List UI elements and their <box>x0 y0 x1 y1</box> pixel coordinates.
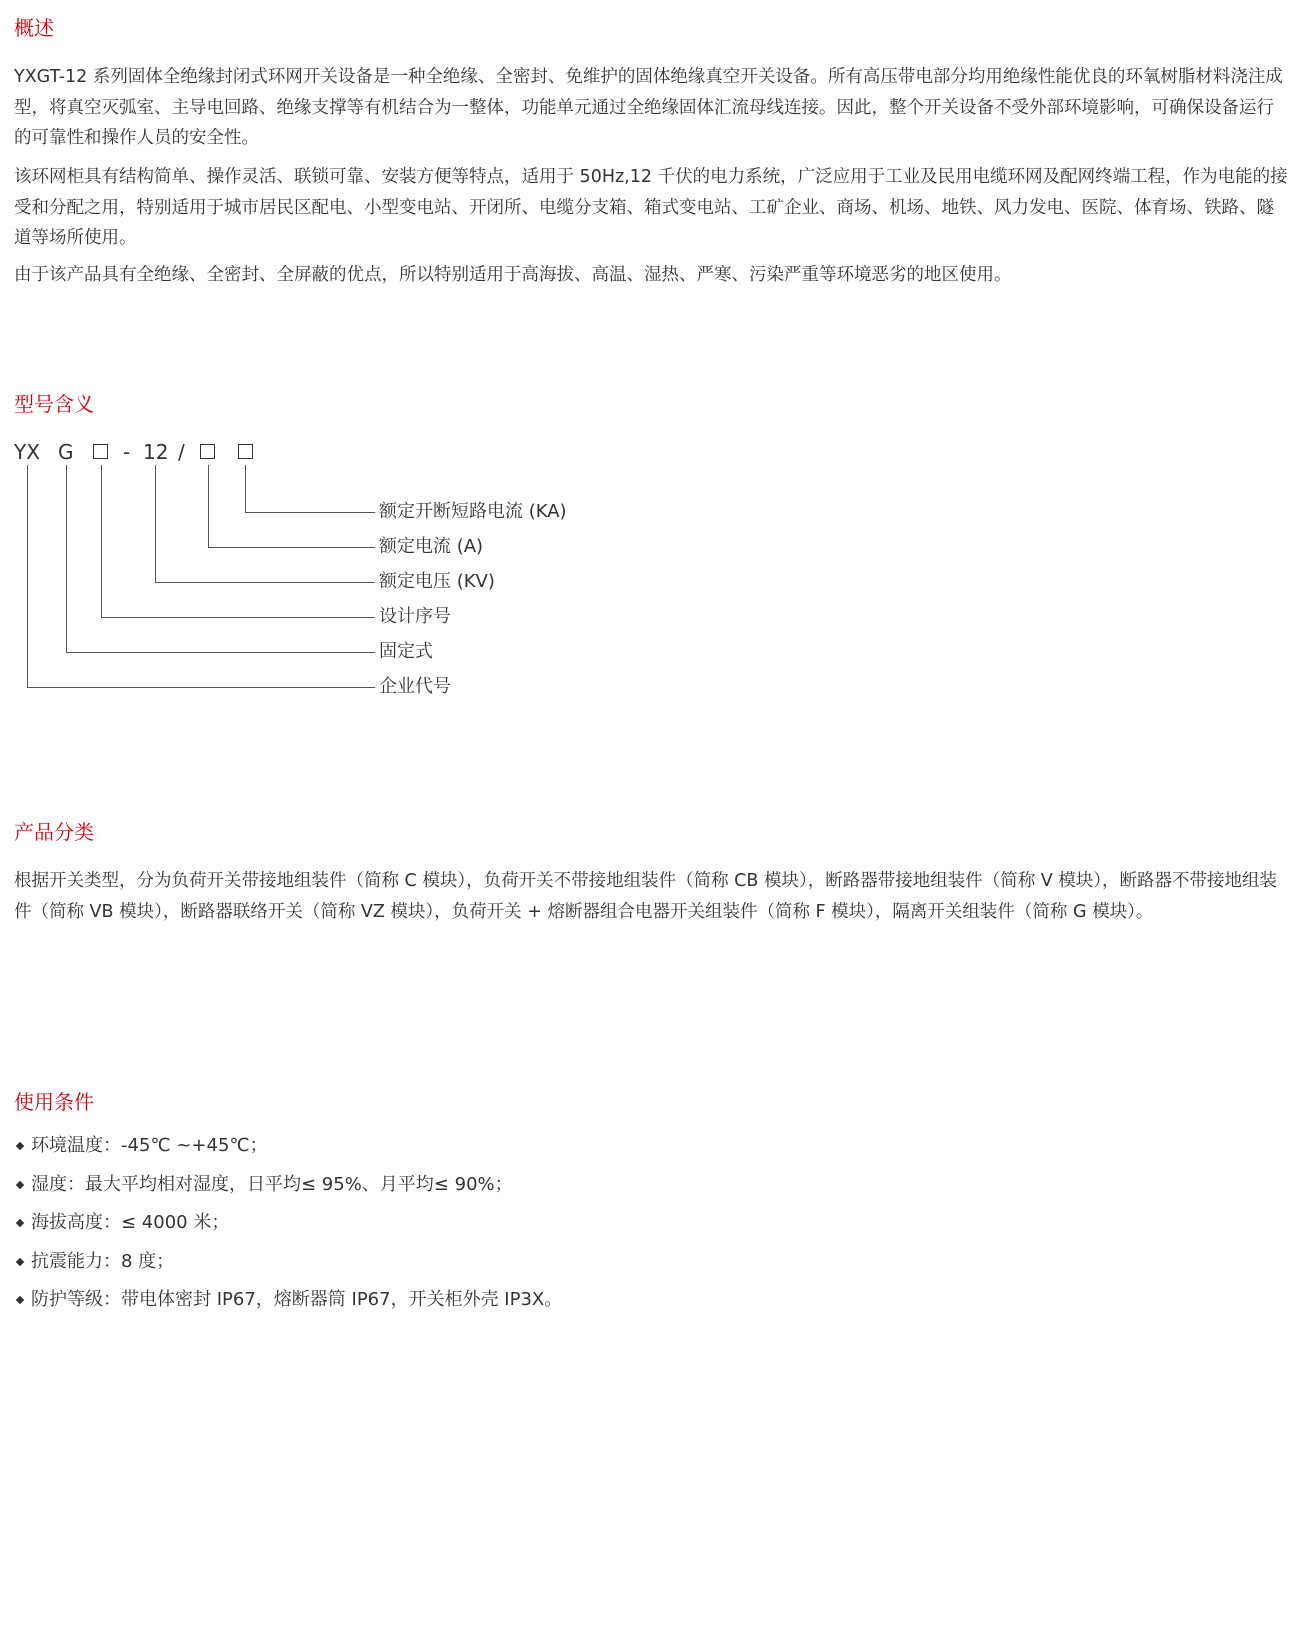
connector-hline-box1 <box>101 617 375 618</box>
connector-vline-box2 <box>208 465 209 547</box>
connector-hline-12 <box>155 582 375 583</box>
connector-vline-box1 <box>101 465 102 617</box>
condition-text: 海拔高度：≤ 4000 米； <box>31 1212 230 1233</box>
code-part-yx: YX <box>14 440 40 464</box>
condition-altitude <box>14 1204 562 1243</box>
overview-title: 概述 <box>14 16 54 40</box>
connector-hline-g <box>66 652 375 653</box>
connector-vline-box3 <box>245 465 246 512</box>
connector-vline-12 <box>155 465 156 582</box>
code-part-g: G <box>58 440 74 464</box>
code-placeholder-box-3 <box>238 444 253 459</box>
diamond-bullet-icon <box>16 1181 24 1189</box>
classification-paragraph: 根据开关类型，分为负荷开关带接地组装件（简称 C 模块），负荷开关不带接地组装件（简称 CB 模块），断路器带接地组装件（简称 V 模块），断路器不带接地组装件（简称 VB 模块），断路器联络开关（简称 VZ 模块），负荷开关 + 熔断器组合电器开关组装件（简称 F 模块），隔离开关组装件（简称 G 模块）。 <box>14 871 1278 922</box>
classification-title: 产品分类 <box>14 820 94 844</box>
label-rated-breaking-current: 额定开断短路电流 (KA) <box>379 501 567 522</box>
model-code-diagram <box>0 0 700 720</box>
condition-text: 环境温度：-45℃ ~+45℃； <box>31 1135 268 1156</box>
condition-text: 抗震能力：8 度； <box>31 1250 175 1272</box>
connector-hline-box3 <box>245 512 375 513</box>
connector-vline-g <box>66 465 67 652</box>
connector-vline-yx <box>27 465 28 687</box>
diamond-bullet-icon <box>16 1296 24 1304</box>
condition-ambient-temperature <box>14 1127 562 1166</box>
condition-text: 防护等级：带电体密封 IP67，熔断器筒 IP67，开关柜外壳 IP3X。 <box>31 1289 563 1310</box>
code-part-slash: / <box>178 440 185 464</box>
connector-hline-box2 <box>208 547 375 548</box>
diamond-bullet-icon <box>16 1258 24 1266</box>
condition-humidity <box>14 1166 562 1205</box>
code-placeholder-box-1 <box>93 444 108 459</box>
conditions-list <box>14 1127 562 1320</box>
connector-hline-yx <box>27 687 375 688</box>
label-rated-voltage: 额定电压 (KV) <box>379 571 495 592</box>
condition-text: 湿度：最大平均相对湿度，日平均≤ 95%、月平均≤ 90%； <box>31 1173 513 1195</box>
condition-seismic <box>14 1243 562 1282</box>
code-part-12: 12 <box>143 440 169 464</box>
label-company-code: 企业代号 <box>379 676 451 697</box>
overview-paragraph-1: YXGT-12 系列固体全绝缘封闭式环网开关设备是一种全绝缘、全密封、免维护的固体绝缘真空开关设备。所有高压带电部分均用绝缘性能优良的环氧树脂材料浇注成型，将真空灭弧室、主导电回路、绝缘支撑等有机结合为一整体，功能单元通过全绝缘固体汇流母线连接。因此，整个开关设备不受外部环境影响，可确保设备运行的可靠性和操作人员的安全性。 <box>14 67 1283 148</box>
overview-paragraph-2: 该环网柜具有结构简单、操作灵活、联锁可靠、安装方便等特点，适用于 50Hz,12 千伏的电力系统，广泛应用于工业及民用电缆环网及配网终端工程，作为电能的接受和分配之用，特别适用于城市居民区配电、小型变电站、开闭所、电缆分支箱、箱式变电站、工矿企业、商场、机场、地铁、风力发电、医院、体育场、铁路、隧道等场所使用。 <box>14 167 1288 248</box>
diamond-bullet-icon <box>16 1142 24 1150</box>
conditions-title: 使用条件 <box>14 1090 94 1114</box>
label-fixed-type: 固定式 <box>379 641 433 662</box>
label-rated-current: 额定电流 (A) <box>379 536 484 557</box>
condition-protection-level <box>14 1281 562 1320</box>
code-placeholder-box-2 <box>200 444 215 459</box>
model-meaning-title: 型号含义 <box>14 392 94 416</box>
label-design-serial: 设计序号 <box>379 606 451 627</box>
code-part-dash: - <box>123 440 131 464</box>
diamond-bullet-icon <box>16 1219 24 1227</box>
overview-paragraph-3: 由于该产品具有全绝缘、全密封、全屏蔽的优点，所以特别适用于高海拔、高温、湿热、严寒、污染严重等环境恶劣的地区使用。 <box>14 265 1012 285</box>
